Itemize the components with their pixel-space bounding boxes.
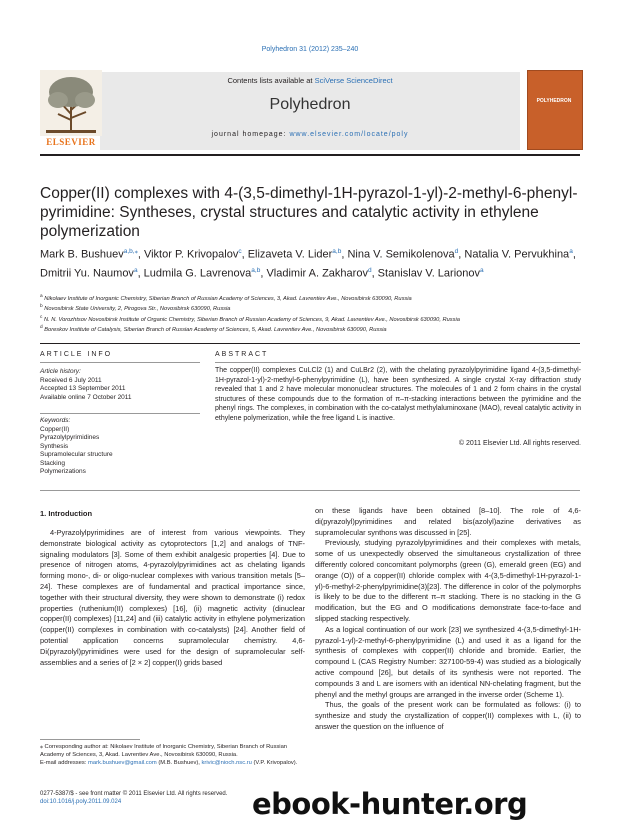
keyword[interactable]: Stacking <box>40 459 65 467</box>
section-rule <box>40 343 580 344</box>
article-info-heading: ARTICLE INFO <box>40 351 113 358</box>
affiliations <box>40 293 585 335</box>
author-name: , Natalia V. Pervukhina <box>458 248 570 261</box>
body-paragraph: As a logical continuation of our work [23] we synthesized 4-(3,5-dimethyl-1H-pyrazol-1-yl)-2-methyl-6-phenylpyrimidine (L) and used it as a ligand for the synthesis of complexes with copper(II) chloride and bromide. Earlier, the compound L (CAS Registry Number: 327100-59-4) was studied as a biologically active compound [26], but details of its synthesis were not reported. The compounds 3 and L are isomers with an identical NN-chelating fragment, but the phenyl and the methyl groups are arranged in the inverse order (Scheme 1). <box>315 624 581 699</box>
author-name: Mark B. Bushuev <box>40 248 124 261</box>
author-affil-sup[interactable]: d <box>454 248 459 255</box>
abstract-text: The copper(II) complexes CuLCl2 (1) and CuLBr2 (2), with the chelating pyrazolylpyrimidine ligand 4-(3,5-dimethyl-1H-pyrazol-1-yl)-2-methyl-6-phenylpyrimidine (L), have been synthesized. A single crystal X-ray diffraction study revealed that 1 and 2 have molecular mononuclear structures. The molecules of 1 and 2 form chains in the crystal structures of these compounds due to the formation of π–π-stacking interactions between the pyrimidine and the phenyl rings. The complexes, in combination with the co-catalyst methylaluminoxane (MAO), reveal catalytic activity in ethylene polymerization, while the free ligand L is inactive. <box>215 367 581 422</box>
journal-title: Polyhedron <box>269 96 351 113</box>
body-paragraph: on these ligands have been obtained [8–10]. The role of 4,6-di(pyrazolyl)pyrimidines and related bis(azolyl)azine derivatives as supramolecular synthons was discussed in [25]. <box>315 506 581 537</box>
abstract-rule <box>215 362 581 363</box>
elsevier-wordmark: ELSEVIER <box>46 137 96 147</box>
abstract-copyright: © 2011 Elsevier Ltd. All rights reserved. <box>458 440 581 447</box>
author-affil-sup[interactable]: a <box>133 266 138 274</box>
info-rule <box>40 362 200 363</box>
corresponding-author-footnote <box>40 743 302 767</box>
affiliation-item: $^a$ Nikolaev Institute of Inorganic Chemistry, Siberian Branch of Russian Academy of Sciences, 3, Akad. Lavrentiev Ave., Novosibirsk 630090, Russia <box>40 294 412 302</box>
homepage-prefix: journal homepage: <box>211 131 290 138</box>
intro-heading: 1. Introduction <box>40 509 93 518</box>
author-name: , Viktor P. Krivopalov <box>137 248 239 261</box>
author-name: , Dmitrii Yu. Naumov <box>40 248 576 280</box>
article-title: Copper(II) complexes with 4-(3,5-dimethyl-1H-pyrazol-1-yl)-2-methyl-6-phenyl-pyrimidine: Syntheses, crystal structures and catalytic activity in ethylene polymerization <box>40 185 578 240</box>
keyword[interactable]: Copper(II) <box>40 425 70 433</box>
author-name: , Vladimir A. Zakharov <box>260 267 368 280</box>
contents-prefix: Contents lists available at <box>227 76 315 85</box>
author-affil-sup[interactable]: a,b <box>251 266 261 274</box>
keywords-label: Keywords: <box>40 417 71 424</box>
journal-cover-image <box>527 70 583 150</box>
body-paragraph: 4-Pyrazolylpyrimidines are of interest from various viewpoints. They demonstrate biological activity as cytoprotectors [1,2] and analogs of TNF-signaling modulators [3]. Some of them exhibit analgesic properties [4]. Due to presence of nitrogen atoms, 4-pyrazolylpyrimidines act as chelating ligands forming mono-, di- or oligo-nuclear complexes with various transition metals [5–24]. These complexes are of fundamental and practical importance since, together with their structural diversity, they were shown to demonstrate (i) redox properties (ruthenium(II) complexes) [16], (ii) magnetic activity (dinuclear copper(II) complexes) [11,24] and (iii) catalytic activity in ethylene polymerization (copper(II) complexes in combination with co-catalysts) [24]. Another field of potential application concerns supramolecular chemistry. 4,6-Di(pyrazolyl)pyrimidines were used for the design of supramolecular self-assemblies and a series of [2 × 2] copper(I) grids based <box>40 528 305 667</box>
footnote-emails: E-mail addresses: mark.bushuev@gmail.com (M.B. Bushuev), krivic@nioch.nsc.ru (V.P. Krivopalov). <box>40 760 298 766</box>
footnote-rule <box>40 739 140 740</box>
keyword[interactable]: Synthesis <box>40 442 69 450</box>
affiliation-item: $^c$ N. N. Vorozhtsov Novosibirsk Institute of Organic Chemistry, Siberian Branch of Russian Academy of Sciences, 9, Akad. Lavrentiev Ave., Novosibirsk 630090, Russia <box>40 314 460 323</box>
keyword[interactable]: Polymerizations <box>40 468 86 475</box>
abstract-heading: ABSTRACT <box>215 351 269 358</box>
author-name: , Ludmila G. Lavrenova <box>137 267 252 280</box>
author-affil-sup[interactable]: d <box>367 266 372 274</box>
body-column-left <box>40 528 305 668</box>
history-label: Article history: <box>40 368 81 375</box>
contents-line <box>100 76 520 85</box>
affiliation-item: $^b$ Novosibirsk State University, 2, Pirogova Str., Novosibirsk 630090, Russia <box>40 304 231 313</box>
author-name: , Elizaveta V. Lider <box>241 248 333 261</box>
received-date: Received 6 July 2011 <box>40 376 102 384</box>
author-affil-sup[interactable]: c <box>238 248 242 255</box>
author-affil-sup[interactable]: a,b <box>332 248 342 255</box>
author-affil-sup[interactable]: a <box>569 248 573 255</box>
accepted-date: Accepted 13 September 2011 <box>40 385 126 392</box>
body-paragraph: Previously, studying pyrazolylpyrimidines and their complexes with metals, some of us unexpectedly observed the simultaneous crystallization of three differently colored concomitant polymorphs (green (G), emerald green (EG) and orange (O)) of a copper(II) chloride complex with 4-(3,5-dimethyl-1H-pyrazol-1-yl)-6-methyl-2-phenylpyrimidine(3)[23]. The difference in color of the polymorphs is likely to be due to the different π–π stacking. There is no stacking in the G modification, but the EG and O modifications demonstrate face-to-face and slipped stacking respectively. <box>315 538 581 623</box>
online-date: Available online 7 October 2011 <box>40 393 132 401</box>
body-rule <box>40 490 580 491</box>
info-divider <box>40 413 200 414</box>
email-link[interactable]: krivic@nioch.nsc.ru <box>201 760 252 766</box>
issn-line: 0277-5387/$ - see front matter © 2011 Elsevier Ltd. All rights reserved. <box>40 791 228 797</box>
author-affil-sup[interactable]: a <box>480 266 484 274</box>
journal-reference[interactable]: Polyhedron 31 (2012) 235–240 <box>261 46 359 53</box>
journal-homepage <box>100 131 520 138</box>
author-list <box>40 244 585 281</box>
article-history <box>40 368 200 402</box>
author-name: , Nina V. Semikolenova <box>341 248 455 261</box>
body-paragraph: Thus, the goals of the present work can be formulated as follows: (i) to synthesize and study the crystallization of copper(II) complexes with L, (ii) to answer the question on the influence of <box>315 700 581 731</box>
affiliation-item: $^d$ Boreskov Institute of Catalysis, Siberian Branch of Russian Academy of Sciences, 5, Akad. Lavrentiev Ave., Novosibirsk 630090, Russia <box>40 325 387 334</box>
watermark-text: ebook-hunter.org <box>252 787 528 821</box>
homepage-link[interactable]: www.elsevier.com/locate/poly <box>289 131 409 138</box>
author-affil-sup[interactable]: a,b,⁎ <box>123 248 138 255</box>
email-link[interactable]: mark.bushuev@gmail.com <box>88 760 157 766</box>
keyword[interactable]: Pyrazolylpyrimidines <box>40 434 100 441</box>
footnote-text: ⁎ Corresponding author at: Nikolaev Institute of Inorganic Chemistry, Siberian Branch of Russian Academy of Sciences, 3, Akad. Lavrentiev Ave., Novosibirsk 630090, Russia. <box>40 744 288 758</box>
cover-title: POLYHEDRON <box>536 98 572 104</box>
keyword[interactable]: Supramolecular structure <box>40 451 113 458</box>
header-rule <box>40 154 580 156</box>
doi-link[interactable]: doi:10.1016/j.poly.2011.09.024 <box>40 799 122 805</box>
author-name: , Stanislav V. Larionov <box>371 267 480 280</box>
keywords-box <box>40 417 200 477</box>
sciencedirect-link[interactable]: SciVerse ScienceDirect <box>314 76 393 85</box>
body-column-right <box>315 506 581 733</box>
